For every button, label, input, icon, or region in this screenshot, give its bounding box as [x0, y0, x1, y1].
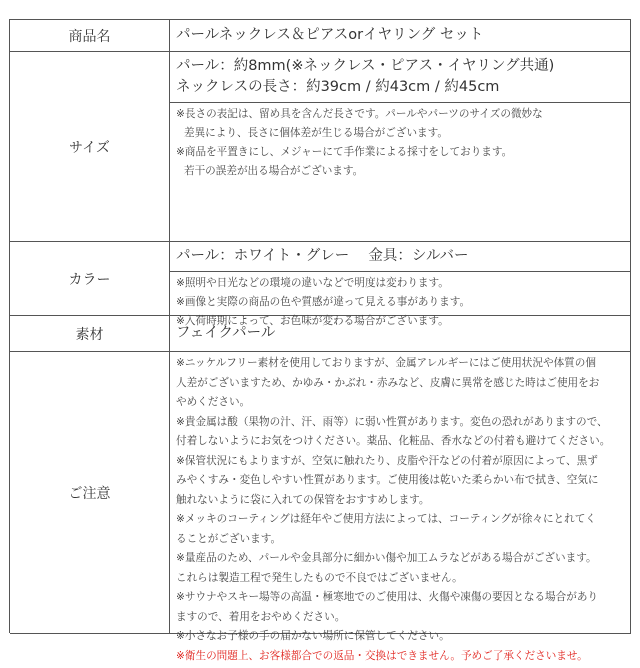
- label-size: サイズ: [10, 52, 170, 241]
- row-color: [10, 242, 631, 327]
- color-note-line: ※入荷時期によって、お色味が変わる場合がございます。: [176, 315, 449, 327]
- content-product-name: [170, 20, 631, 51]
- caution-note-line: ※ニッケルフリー素材を使用しておりますが、金属アレルギーにはご使用状況や体質の個: [176, 357, 596, 369]
- color-main: パール：ホワイト・グレー 金具：シルバー: [176, 248, 469, 264]
- caution-note-line: ※サウナやスキー場等の高温・極寒地でのご使用は、火傷や凍傷の要因となる場合があり: [176, 591, 599, 603]
- caution-note-line: 付着しないようにお気をつけください。薬品、化粧品、香水などの付着も避けてください。: [176, 435, 611, 447]
- caution-note-line: ※保管状況にもよりますが、空気に触れたり、皮脂や汗などの付着が原因によって、黒ず: [176, 454, 598, 467]
- caution-note-line: これらは製造工程で発生したもので不良ではございません。: [176, 571, 463, 584]
- row-caution: [10, 352, 631, 662]
- caution-note-line: ※量産品のため、パールや金具部分に細かい傷や加工ムラなどがある場合がございます。: [176, 552, 597, 564]
- size-note-line: 差異により、長さに個体差が生じる場合がございます。: [184, 127, 448, 139]
- size-main-line: パール：約8mm(※ネックレス・ピアス・イヤリング共通): [176, 58, 555, 74]
- product-spec-table: [9, 19, 631, 662]
- caution-note-line: 人差がございますため、かゆみ・かぶれ・赤みなど、皮膚に異常を感じた時はご使用をお: [176, 376, 600, 389]
- size-main: [170, 52, 630, 102]
- size-notes: [170, 102, 630, 241]
- row-material: [10, 316, 631, 352]
- caution-note-line: ることがございます。: [176, 532, 282, 545]
- caution-note-line: ますので、着用をおやめください。: [176, 610, 346, 623]
- content-caution: [170, 352, 631, 662]
- size-main-line: ネックレスの長さ：約39cm / 約43cm / 約45cm: [176, 79, 500, 95]
- label-caution: ご注意: [10, 352, 170, 633]
- caution-note-line: ※貴金属は酸（果物の汁、汗、雨等）に弱い性質があります。変色の恐れがありますので、: [176, 415, 608, 428]
- size-note-line: ※商品を平置きにし、メジャーにて手作業による採寸をしております。: [176, 146, 513, 158]
- content-size: [170, 52, 631, 241]
- row-size: [10, 52, 631, 242]
- caution-notes: [170, 352, 630, 668]
- size-note-line: ※長さの表記は、留め具を含んだ長さです。パールやパーツのサイズの微妙な: [176, 108, 543, 120]
- content-color: [170, 242, 631, 327]
- label-material: 素材: [10, 316, 170, 351]
- material-value: フェイクパール: [176, 325, 276, 341]
- caution-note-line: やめください。: [176, 396, 251, 408]
- caution-note-line: みやくすみ・変色しやすい性質があります。ご使用後は乾いた柔らかい布で拭き、空気に: [176, 474, 599, 486]
- content-material: [170, 316, 631, 351]
- product-name-value: パールネックレス＆ピアスorイヤリング セット: [176, 27, 484, 43]
- label-product-name: 商品名: [10, 20, 170, 51]
- caution-note-line: ※メッキのコーティングは経年やご使用方法によっては、コーティングが徐々にとれてく: [176, 513, 596, 525]
- size-note-line: 若干の誤差が出る場合がございます。: [184, 165, 364, 177]
- label-color: カラー: [10, 242, 170, 315]
- row-product-name: [10, 20, 631, 52]
- color-note-line: ※照明や日光などの環境の違いなどで明度は変わります。: [176, 277, 449, 289]
- caution-warning: ※衛生の問題上、お客様都合での返品・交換はできません。予めご了承くださいませ。: [176, 649, 588, 662]
- color-note-line: ※画像と実際の商品の色や質感が違って見える事があります。: [176, 296, 471, 308]
- caution-note-line: 触れないように袋に入れての保管をおすすめします。: [176, 493, 430, 506]
- caution-note-line: ※小さなお子様の手の届かない場所に保管してください。: [176, 630, 450, 642]
